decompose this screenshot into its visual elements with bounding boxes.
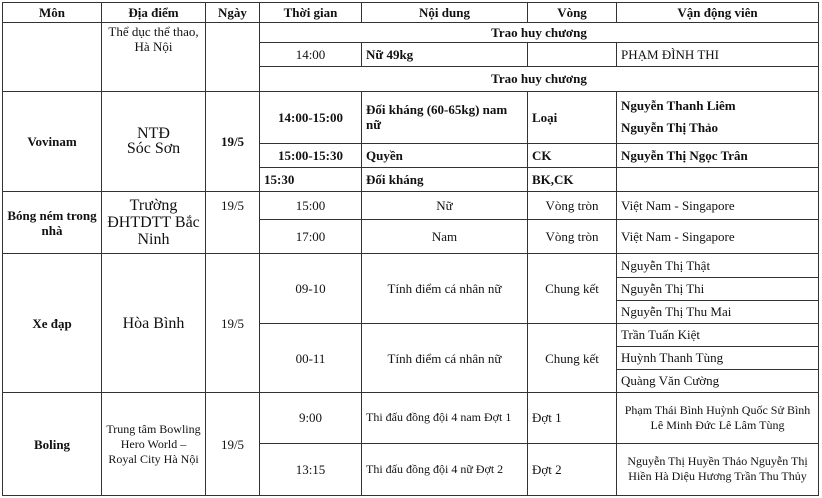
content-cell: Thi đấu đồng đội 4 nữ Đợt 2 <box>362 443 528 495</box>
header-mon: Môn <box>3 3 102 23</box>
time-cell: 00-11 <box>260 323 362 392</box>
date-vovinam: 19/5 <box>206 91 260 192</box>
header-van-dong-vien: Vận động viên <box>617 3 819 23</box>
time-cell: 9:00 <box>260 393 362 443</box>
athlete-name: Nguyễn Thị Thảo <box>621 120 719 136</box>
top-date-cell <box>206 23 260 91</box>
athlete-name: Nguyễn Thanh Liêm <box>621 98 736 114</box>
round-cell <box>528 43 617 67</box>
location-vovinam <box>102 91 206 192</box>
athlete-cell: Phạm Thái Bình Huỳnh Quốc Sử Bình Lê Minh Đức Lê Lâm Tùng <box>617 393 819 443</box>
top-location: Thể dục thể thao, Hà Nội <box>102 23 206 91</box>
athlete-cell: Nguyễn Thị Ngọc Trân <box>617 143 819 167</box>
table-row <box>3 91 819 143</box>
content-cell: Nữ <box>362 192 528 220</box>
header-thoi-gian: Thời gian <box>260 3 362 23</box>
round-cell: Vòng tròn <box>528 192 617 220</box>
athlete-name: Nguyễn Thị Thi <box>617 278 818 301</box>
athlete-name: Nguyễn Thị Thật <box>617 255 818 278</box>
athlete-cell: PHẠM ĐÌNH THI <box>617 43 819 67</box>
round-cell: Đợt 1 <box>528 393 617 443</box>
location-boling: Trung tâm Bowling Hero World – Royal City Hà Nội <box>102 393 206 496</box>
content-cell: Nữ 49kg <box>362 43 528 67</box>
table-row <box>3 254 819 323</box>
round-cell: Đợt 2 <box>528 443 617 495</box>
time-cell: 15:00-15:30 <box>260 143 362 167</box>
header-ngay: Ngày <box>206 3 260 23</box>
athlete-cell <box>617 91 819 143</box>
location-line: Sóc Sơn <box>126 140 181 158</box>
time-cell: 17:00 <box>260 220 362 254</box>
date-boling: 19/5 <box>206 393 260 496</box>
content-cell: Tính điểm cá nhân nữ <box>362 254 528 323</box>
athlete-name: Trần Tuấn Kiệt <box>617 324 818 347</box>
round-cell: Loại <box>528 91 617 143</box>
sport-xe-dap: Xe đạp <box>3 254 102 393</box>
round-cell: Chung kết <box>528 254 617 323</box>
athlete-cell: Việt Nam - Singapore <box>617 192 819 220</box>
header-dia-diem: Địa điểm <box>102 3 206 23</box>
content-cell: Đối kháng (60-65kg) nam nữ <box>362 91 528 143</box>
athlete-cell <box>617 167 819 191</box>
date-bong-nem: 19/5 <box>206 192 260 254</box>
content-cell: Tính điểm cá nhân nữ <box>362 323 528 392</box>
athlete-cell: Nguyễn Thị Huyền Thảo Nguyễn Thị Hiền Hà Diệu Hương Trần Thu Thủy <box>617 443 819 495</box>
time-cell: 09-10 <box>260 254 362 323</box>
athlete-name: Quàng Văn Cường <box>621 373 720 389</box>
sport-boling: Boling <box>3 393 102 496</box>
round-cell: Vòng tròn <box>528 220 617 254</box>
athlete-name: Nguyễn Thị Thu Mai <box>621 303 732 319</box>
table-row <box>3 393 819 443</box>
sport-bong-nem: Bóng ném trong nhà <box>3 192 102 254</box>
athlete-name: Huỳnh Thanh Tùng <box>617 347 818 370</box>
athlete-list <box>617 323 819 392</box>
athlete-cell: Việt Nam - Singapore <box>617 220 819 254</box>
schedule-table <box>2 2 819 496</box>
content-cell: Đối kháng <box>362 167 528 191</box>
content-cell: Nam <box>362 220 528 254</box>
round-cell: BK,CK <box>528 167 617 191</box>
header-noi-dung: Nội dung <box>362 3 528 23</box>
time-cell: 15:30 <box>260 167 362 191</box>
award-label: Trao huy chương <box>260 67 819 91</box>
content-cell: Quyền <box>362 143 528 167</box>
table-row <box>3 23 819 43</box>
time-cell: 15:00 <box>260 192 362 220</box>
athlete-list <box>617 254 819 323</box>
top-sport-cell <box>3 23 102 91</box>
round-cell: CK <box>528 143 617 167</box>
round-cell: Chung kết <box>528 323 617 392</box>
date-xe-dap: 19/5 <box>206 254 260 393</box>
table-row <box>3 192 819 220</box>
header-row <box>3 3 819 23</box>
header-vong: Vòng <box>528 3 617 23</box>
location-line: NTĐ <box>137 125 170 143</box>
location-xe-dap: Hòa Bình <box>102 254 206 393</box>
time-cell: 13:15 <box>260 443 362 495</box>
location-bong-nem: Trường ĐHTDTT Bắc Ninh <box>102 192 206 254</box>
time-cell: 14:00-15:00 <box>260 91 362 143</box>
award-label: Trao huy chương <box>260 23 819 43</box>
sport-vovinam: Vovinam <box>3 91 102 192</box>
time-cell: 14:00 <box>260 43 362 67</box>
content-cell: Thi đấu đồng đội 4 nam Đợt 1 <box>362 393 528 443</box>
